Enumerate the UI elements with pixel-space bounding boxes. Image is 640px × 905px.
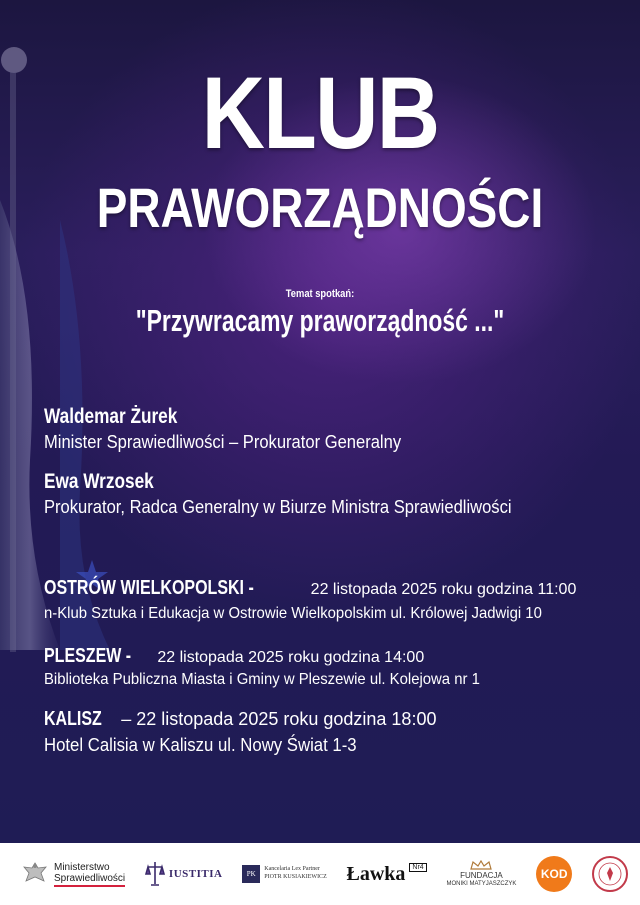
title-line-1: KLUB (201, 56, 439, 170)
lawka-badge: Nr4 (409, 863, 426, 872)
ministerstwo-line2: Sprawiedliwości (54, 872, 126, 884)
event-venue: Biblioteka Publiczna Miasta i Gminy w Pleszewie ul. Kolejowa nr 1 (44, 671, 480, 688)
fundacja-line1: FUNDACJA (460, 871, 503, 881)
event-venue: n-Klub Sztuka i Edukacja w Ostrowie Wielkopolskim ul. Królowej Jadwigi 10 (44, 605, 542, 622)
sponsor-footer (0, 843, 640, 905)
topic-text: "Przywracamy praworządność ..." (135, 303, 505, 338)
seal-emblem-icon (592, 856, 628, 892)
speaker-role: Minister Sprawiedliwości – Prokurator Generalny (44, 432, 402, 452)
eagle-emblem-icon (20, 859, 50, 889)
fundacja-line2: MONIKI MATYJASZCZYK (446, 880, 517, 887)
kancelaria-line2: PIOTR KUSIAKIEWICZ (264, 874, 327, 880)
topic-label: Temat spotkań: (285, 288, 355, 300)
speaker-name: Ewa Wrzosek (44, 470, 154, 493)
event-heading (44, 577, 576, 600)
event-heading (44, 645, 424, 668)
speaker-name: Waldemar Żurek (44, 405, 178, 428)
event-city: KALISZ (44, 708, 102, 730)
ministerstwo-logo (20, 859, 125, 889)
event-heading (44, 708, 436, 731)
kod-logo: KOD (536, 856, 572, 892)
iustitia-logo (145, 859, 223, 889)
kancelaria-line1: Kancelaria Lex Partner (264, 866, 320, 873)
speaker-role: Prokurator, Radca Generalny w Biurze Ministra Sprawiedliwości (44, 497, 512, 517)
event-venue: Hotel Calisia w Kaliszu ul. Nowy Świat 1-3 (44, 735, 357, 755)
title-line-2: PRAWORZĄDNOŚCI (96, 176, 544, 239)
event-city: OSTRÓW WIELKOPOLSKI - (44, 577, 254, 599)
event-datetime: 22 listopada 2025 roku godzina 11:00 (306, 581, 577, 598)
ministerstwo-line1: Ministerstwo (54, 861, 110, 873)
crown-icon (470, 860, 492, 870)
iustitia-name: IUSTITIA (168, 868, 223, 880)
scales-icon (145, 859, 165, 889)
event-datetime: 22 listopada 2025 roku godzina 14:00 (152, 649, 425, 666)
fundacja-logo (446, 860, 516, 888)
lawka-logo (347, 863, 427, 886)
event-city: PLESZEW - (44, 645, 132, 667)
kancelaria-logo (242, 865, 327, 883)
event-datetime: – 22 listopada 2025 roku godzina 18:00 (116, 709, 437, 729)
kancelaria-mark: PK (242, 865, 260, 883)
lawka-name: Ławka (346, 862, 406, 885)
